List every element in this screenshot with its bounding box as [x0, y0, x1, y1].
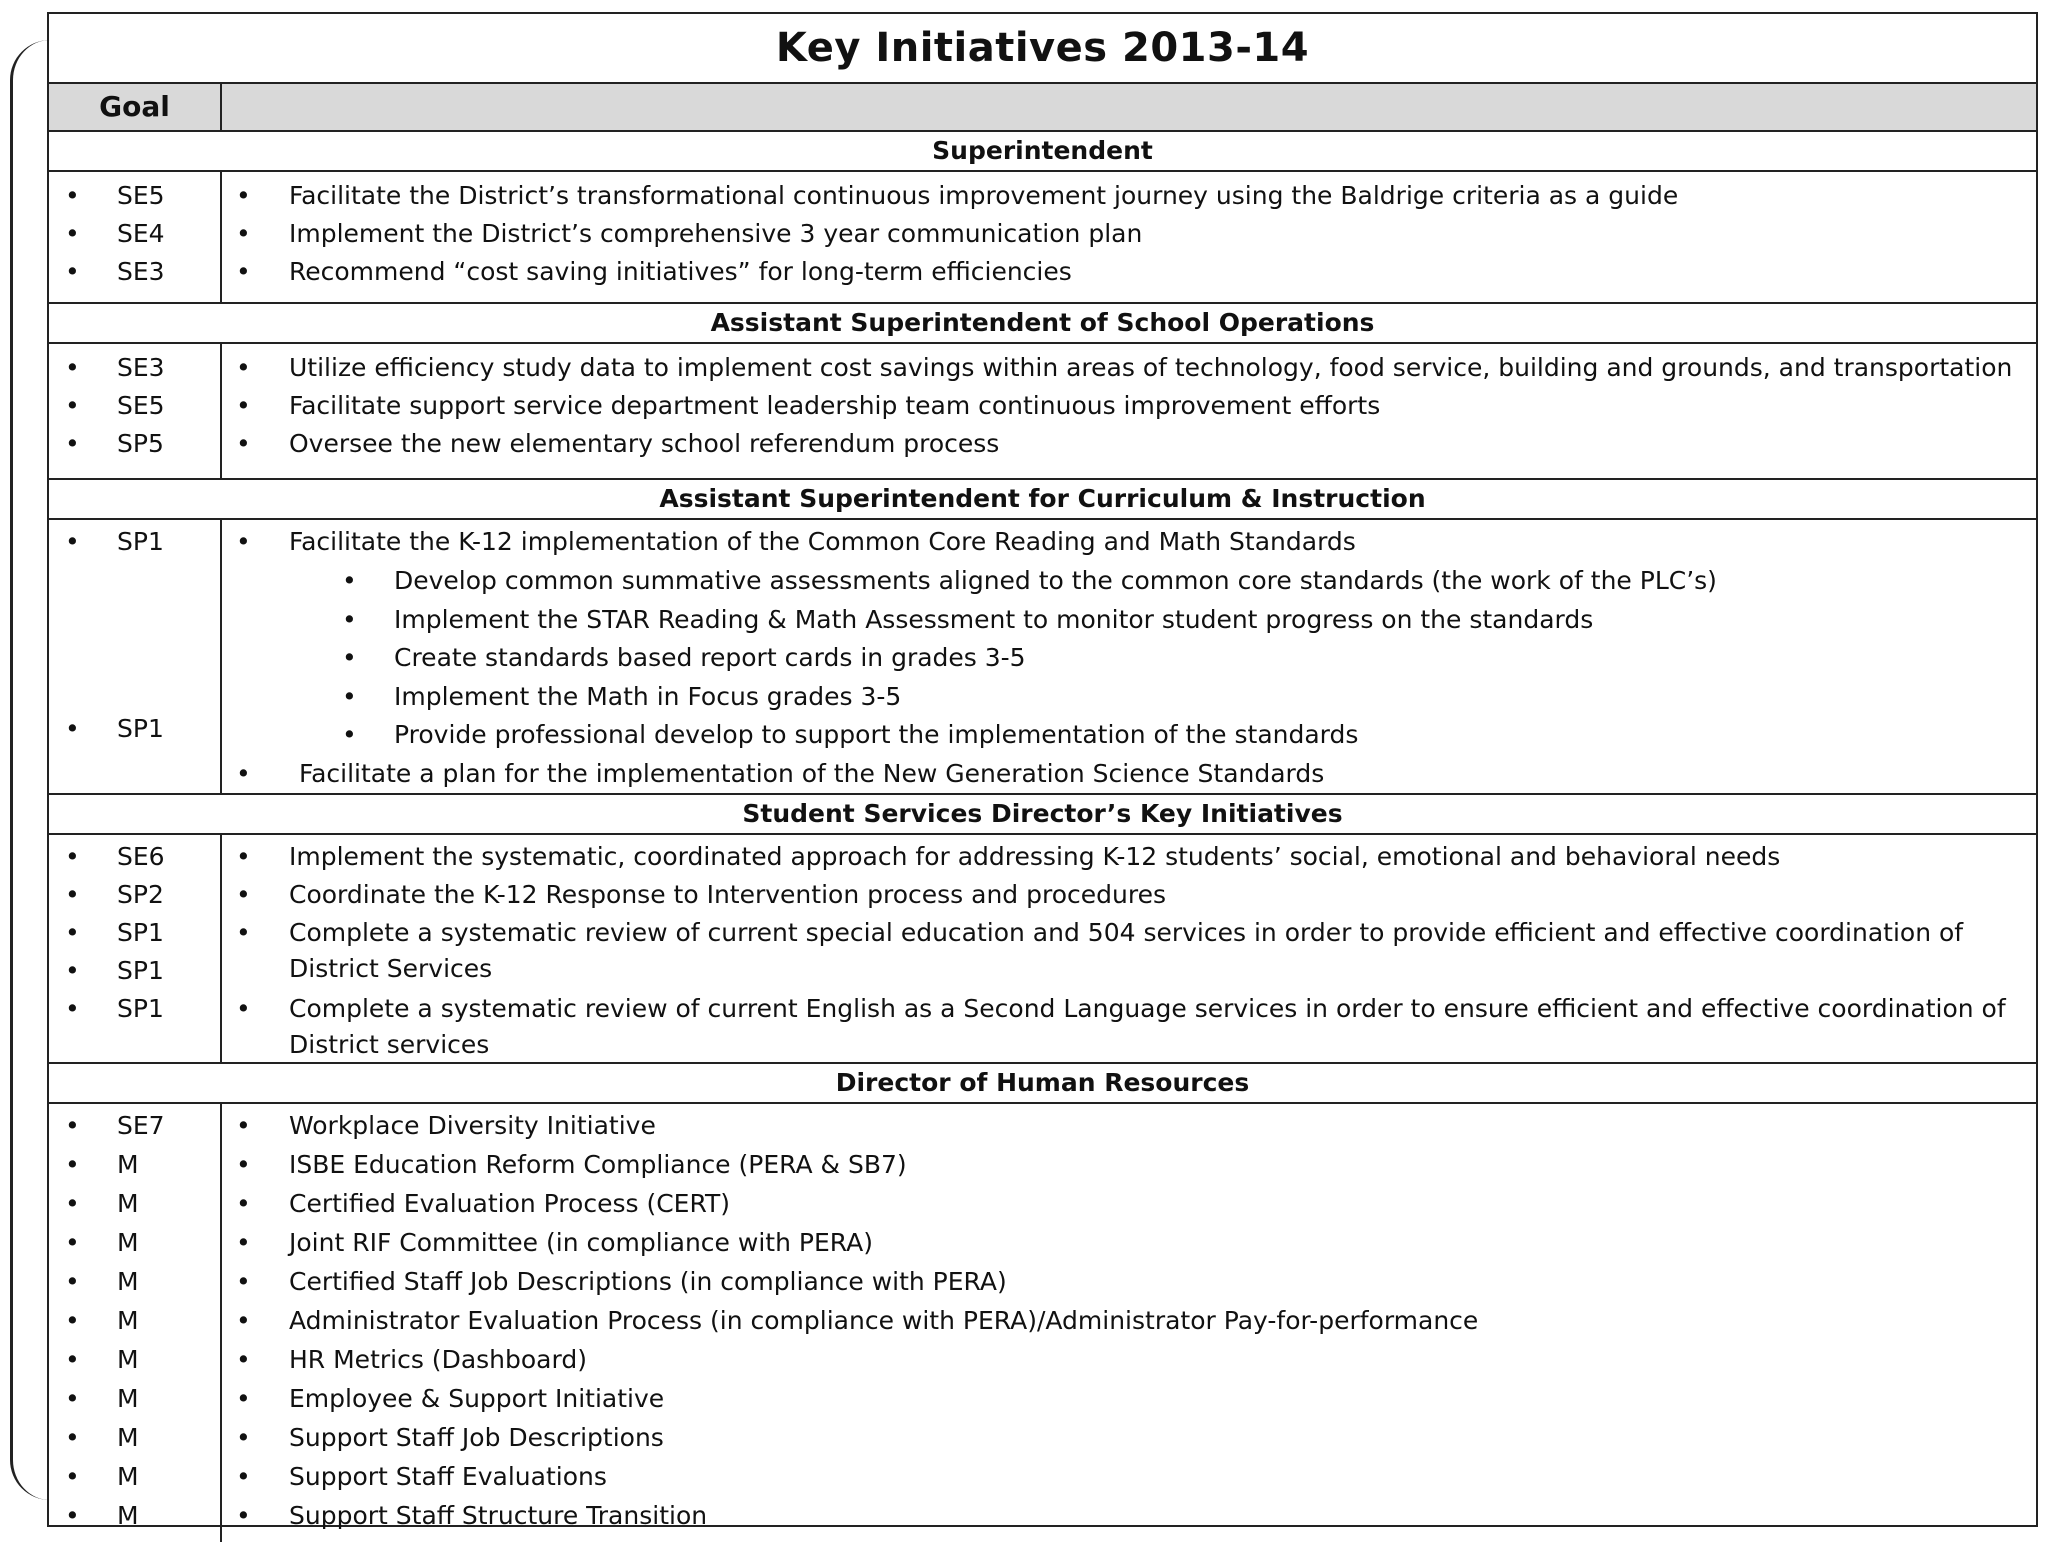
section-title-curriculum: Assistant Superintendent for Curriculum & Instruction: [49, 480, 2036, 520]
section-title-student-services: Student Services Director’s Key Initiatives: [49, 795, 2036, 835]
items-column: • Workplace Diversity Initiative • ISBE Education Reform Compliance (PERA & SB7) • Certified Evaluation Process (CERT) • Joint RIF Committee (in compliance with PERA) • Certified Staff Job Descriptions (in compliance with PERA) • Administrator Evaluation Process (in compliance with PERA)/Administrator Pay-for-performance • HR Metrics (Dashboard) • Employee & Support Initiative • Support Staff Job Descriptions • Support Staff Evaluations • Support Staff Structure Transition: [236, 1111, 1479, 1530]
items-column: • Utilize efficiency study data to implement cost savings within areas of technology, food service, building and grounds, and transportation • Facilitate support service department leadership team continuous improvement efforts • Oversee the new elementary school referendum process: [236, 353, 2013, 458]
page-title: Key Initiatives 2013-14: [49, 14, 2036, 84]
items-column: • Implement the systematic, coordinated approach for addressing K-12 students’ social, emotional and behavioral needs • Coordinate the K-12 Response to Intervention process and procedures • Complete a systematic review of current special education and 504 services in order to provide efficient and effective coordination of District Services • Complete a systematic review of current English as a Second Language services in order to ensure efficient and effective coordination of District services: [236, 842, 2006, 1059]
goal-column: • SE3 • SE5 • SP5: [49, 344, 222, 478]
section-superintendent: [49, 172, 2036, 304]
section-title-school-operations: Assistant Superintendent of School Operations: [49, 304, 2036, 344]
goal-column: • SE6 • SP2 • SP1 • SP1 • SP1: [49, 835, 222, 1062]
section-title-human-resources: Director of Human Resources: [49, 1064, 2036, 1104]
goal-column: • SP1 • SP1: [49, 520, 222, 793]
section-school-operations: [49, 344, 2036, 480]
goal-column: • SE5 • SE4 • SE3: [49, 172, 222, 302]
section-title-superintendent: Superintendent: [49, 132, 2036, 172]
items-header: [222, 84, 2036, 130]
section-human-resources: [49, 1104, 2036, 1542]
left-bracket: [10, 40, 50, 1500]
items-column: • Facilitate the District’s transformational continuous improvement journey using the Baldrige criteria as a guide • Implement the District’s comprehensive 3 year communication plan • Recommend “cost saving initiatives” for long-term efficiencies: [236, 181, 1679, 286]
section-curriculum: [49, 520, 2036, 795]
table-header: [49, 84, 2036, 132]
section-student-services: [49, 835, 2036, 1064]
goal-header: Goal: [49, 84, 222, 130]
goal-column: • SE7 • M • M • M • M • M • M • M • M • M • M: [49, 1104, 222, 1542]
items-column: • Facilitate the K-12 implementation of the Common Core Reading and Math Standards • Develop common summative assessments aligned to the common core standards (the work of the PLC’s) • Implement the STAR Reading & Math Assessment to monitor student progress on the standards • Create standards based report cards in grades 3-5 • Implement the Math in Focus grades 3-5 • Provide professional develop to support the implementation of the standards • Facilitate a plan for the implementation of the New Generation Science Standards: [236, 527, 1717, 788]
initiatives-table: [47, 12, 2038, 1530]
